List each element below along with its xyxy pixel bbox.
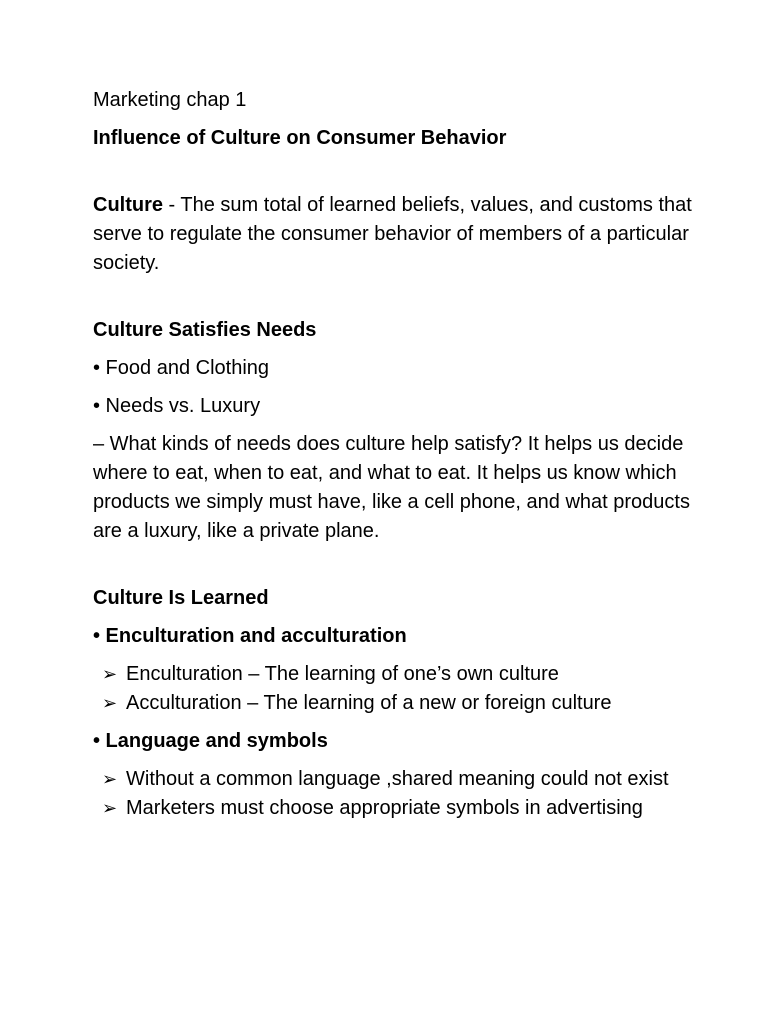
list-item [93,794,713,823]
list-item-text: Marketers must choose appropriate symbols in advertising [126,797,643,819]
definition-term: Culture [93,194,163,216]
needs-paragraph: – What kinds of needs does culture help satisfy? It helps us decide where to eat, when to eat, and what to eat. It helps us know which products we simply must have, like a cell phone, and what products are a luxury, like a private plane. [93,433,690,542]
culture-definition [93,191,713,278]
list-item [93,689,713,718]
list-item-text: Acculturation – The learning of a new or foreign culture [126,692,612,714]
enculturation-list [93,660,713,718]
arrow-bullet-icon: ➢ [102,769,118,789]
list-item [93,765,713,794]
subheading-enculturation: • Enculturation and acculturation [93,625,407,647]
arrow-bullet-icon: ➢ [102,798,118,818]
bullet-needs-luxury: • Needs vs. Luxury [93,395,261,417]
language-list [93,765,713,823]
list-item-text: Enculturation – The learning of one’s own culture [126,663,559,685]
document-title: Influence of Culture on Consumer Behavior [93,127,507,149]
arrow-bullet-icon: ➢ [102,693,118,713]
section-title-learned: Culture Is Learned [93,587,269,609]
subheading-language: • Language and symbols [93,730,328,752]
bullet-food-clothing: • Food and Clothing [93,357,270,379]
definition-text: - The sum total of learned beliefs, values, and customs that serve to regulate the consumer behavior of members of a particular society. [93,194,692,274]
section-title-needs: Culture Satisfies Needs [93,319,317,341]
list-item-text: Without a common language ,shared meaning could not exist [126,768,669,790]
list-item [93,660,713,689]
document-body [93,86,713,823]
arrow-bullet-icon: ➢ [102,664,118,684]
document-heading: Marketing chap 1 [93,89,247,111]
